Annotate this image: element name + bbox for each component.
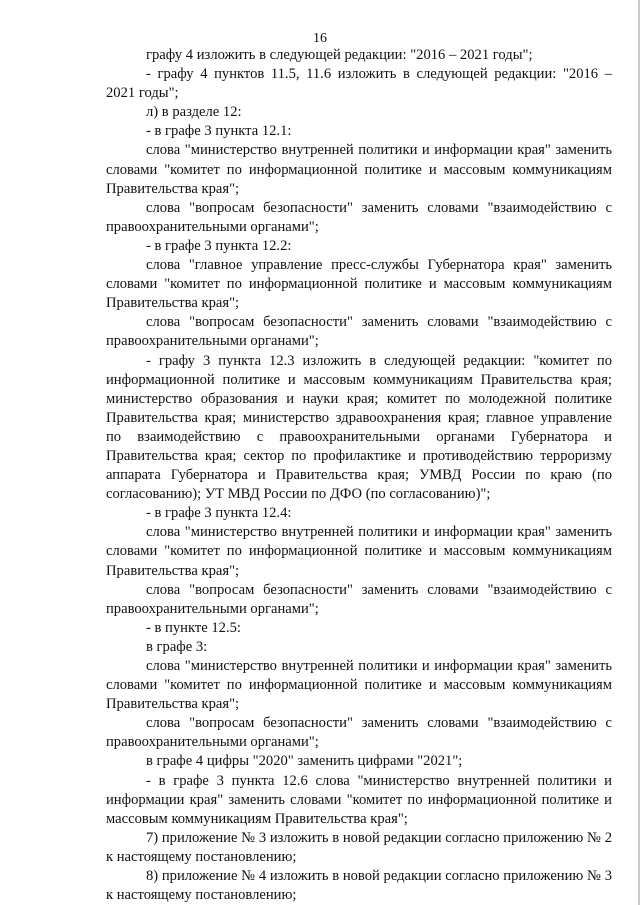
paragraph: - в графе 3 пункта 12.6 слова "министерство внутренней политики и информации края" заменить словами "комитет по информационной политике и массовым коммуникациям Правительства края"; xyxy=(106,772,612,827)
paragraph: 8) приложение № 4 изложить в новой редакции согласно приложению № 3 к настоящему постановлению; xyxy=(106,868,612,904)
paragraph: - в графе 3 пункта 12.4: xyxy=(146,505,292,522)
paragraph: - графу 3 пункта 12.3 изложить в следующей редакции: "комитет по информационной политике и массовым коммуникациям Правительства края; министерство образования и науки края; комитет по молодежной политике Правительства края; министерство здравоохранения края; главное управление по взаимодействию с правоохранительными органами Губернатора и Правительства края; сектор по профилактике и противодействию терроризму аппарата Губернатора и Правительства края; УМВД России по краю (по согласованию); УТ МВД России по ДФО (по согласованию)"; xyxy=(106,352,612,503)
paragraph: слова "вопросам безопасности" заменить словами "взаимодействию с правоохранительными органами"; xyxy=(106,314,612,350)
document-body xyxy=(106,46,612,905)
paragraph: 7) приложение № 3 изложить в новой редакции согласно приложению № 2 к настоящему постановлению; xyxy=(106,829,612,865)
paragraph: слова "министерство внутренней политики и информации края" заменить словами "комитет по информационной политике и массовым коммуникациям Правительства края"; xyxy=(106,142,612,197)
paragraph: - в пункте 12.5: xyxy=(146,619,241,636)
paragraph: - графу 4 пунктов 11.5, 11.6 изложить в следующей редакции: "2016 – 2021 годы"; xyxy=(106,66,612,102)
paragraph: слова "министерство внутренней политики и информации края" заменить словами "комитет по информационной политике и массовым коммуникациям Правительства края"; xyxy=(106,658,612,713)
paragraph: в графе 4 цифры "2020" заменить цифрами "2021"; xyxy=(146,753,463,770)
paragraph: слова "главное управление пресс-службы Губернатора края" заменить словами "комитет по информационной политике и массовым коммуникациям Правительства края"; xyxy=(106,257,612,312)
page-number: 16 xyxy=(313,31,327,46)
paragraph: слова "вопросам безопасности" заменить словами "взаимодействию с правоохранительными органами"; xyxy=(106,715,612,751)
paragraph: слова "вопросам безопасности" заменить словами "взаимодействию с правоохранительными органами"; xyxy=(106,581,612,617)
paragraph: в графе 3: xyxy=(146,638,208,655)
paragraph: - в графе 3 пункта 12.1: xyxy=(146,123,292,140)
paragraph: слова "вопросам безопасности" заменить словами "взаимодействию с правоохранительными органами"; xyxy=(106,199,612,235)
paragraph: - в графе 3 пункта 12.2: xyxy=(146,237,292,254)
paragraph: л) в разделе 12: xyxy=(146,104,242,121)
paragraph: графу 4 изложить в следующей редакции: "2016 – 2021 годы"; xyxy=(146,47,533,63)
paragraph: слова "министерство внутренней политики и информации края" заменить словами "комитет по информационной политике и массовым коммуникациям Правительства края"; xyxy=(106,524,612,579)
